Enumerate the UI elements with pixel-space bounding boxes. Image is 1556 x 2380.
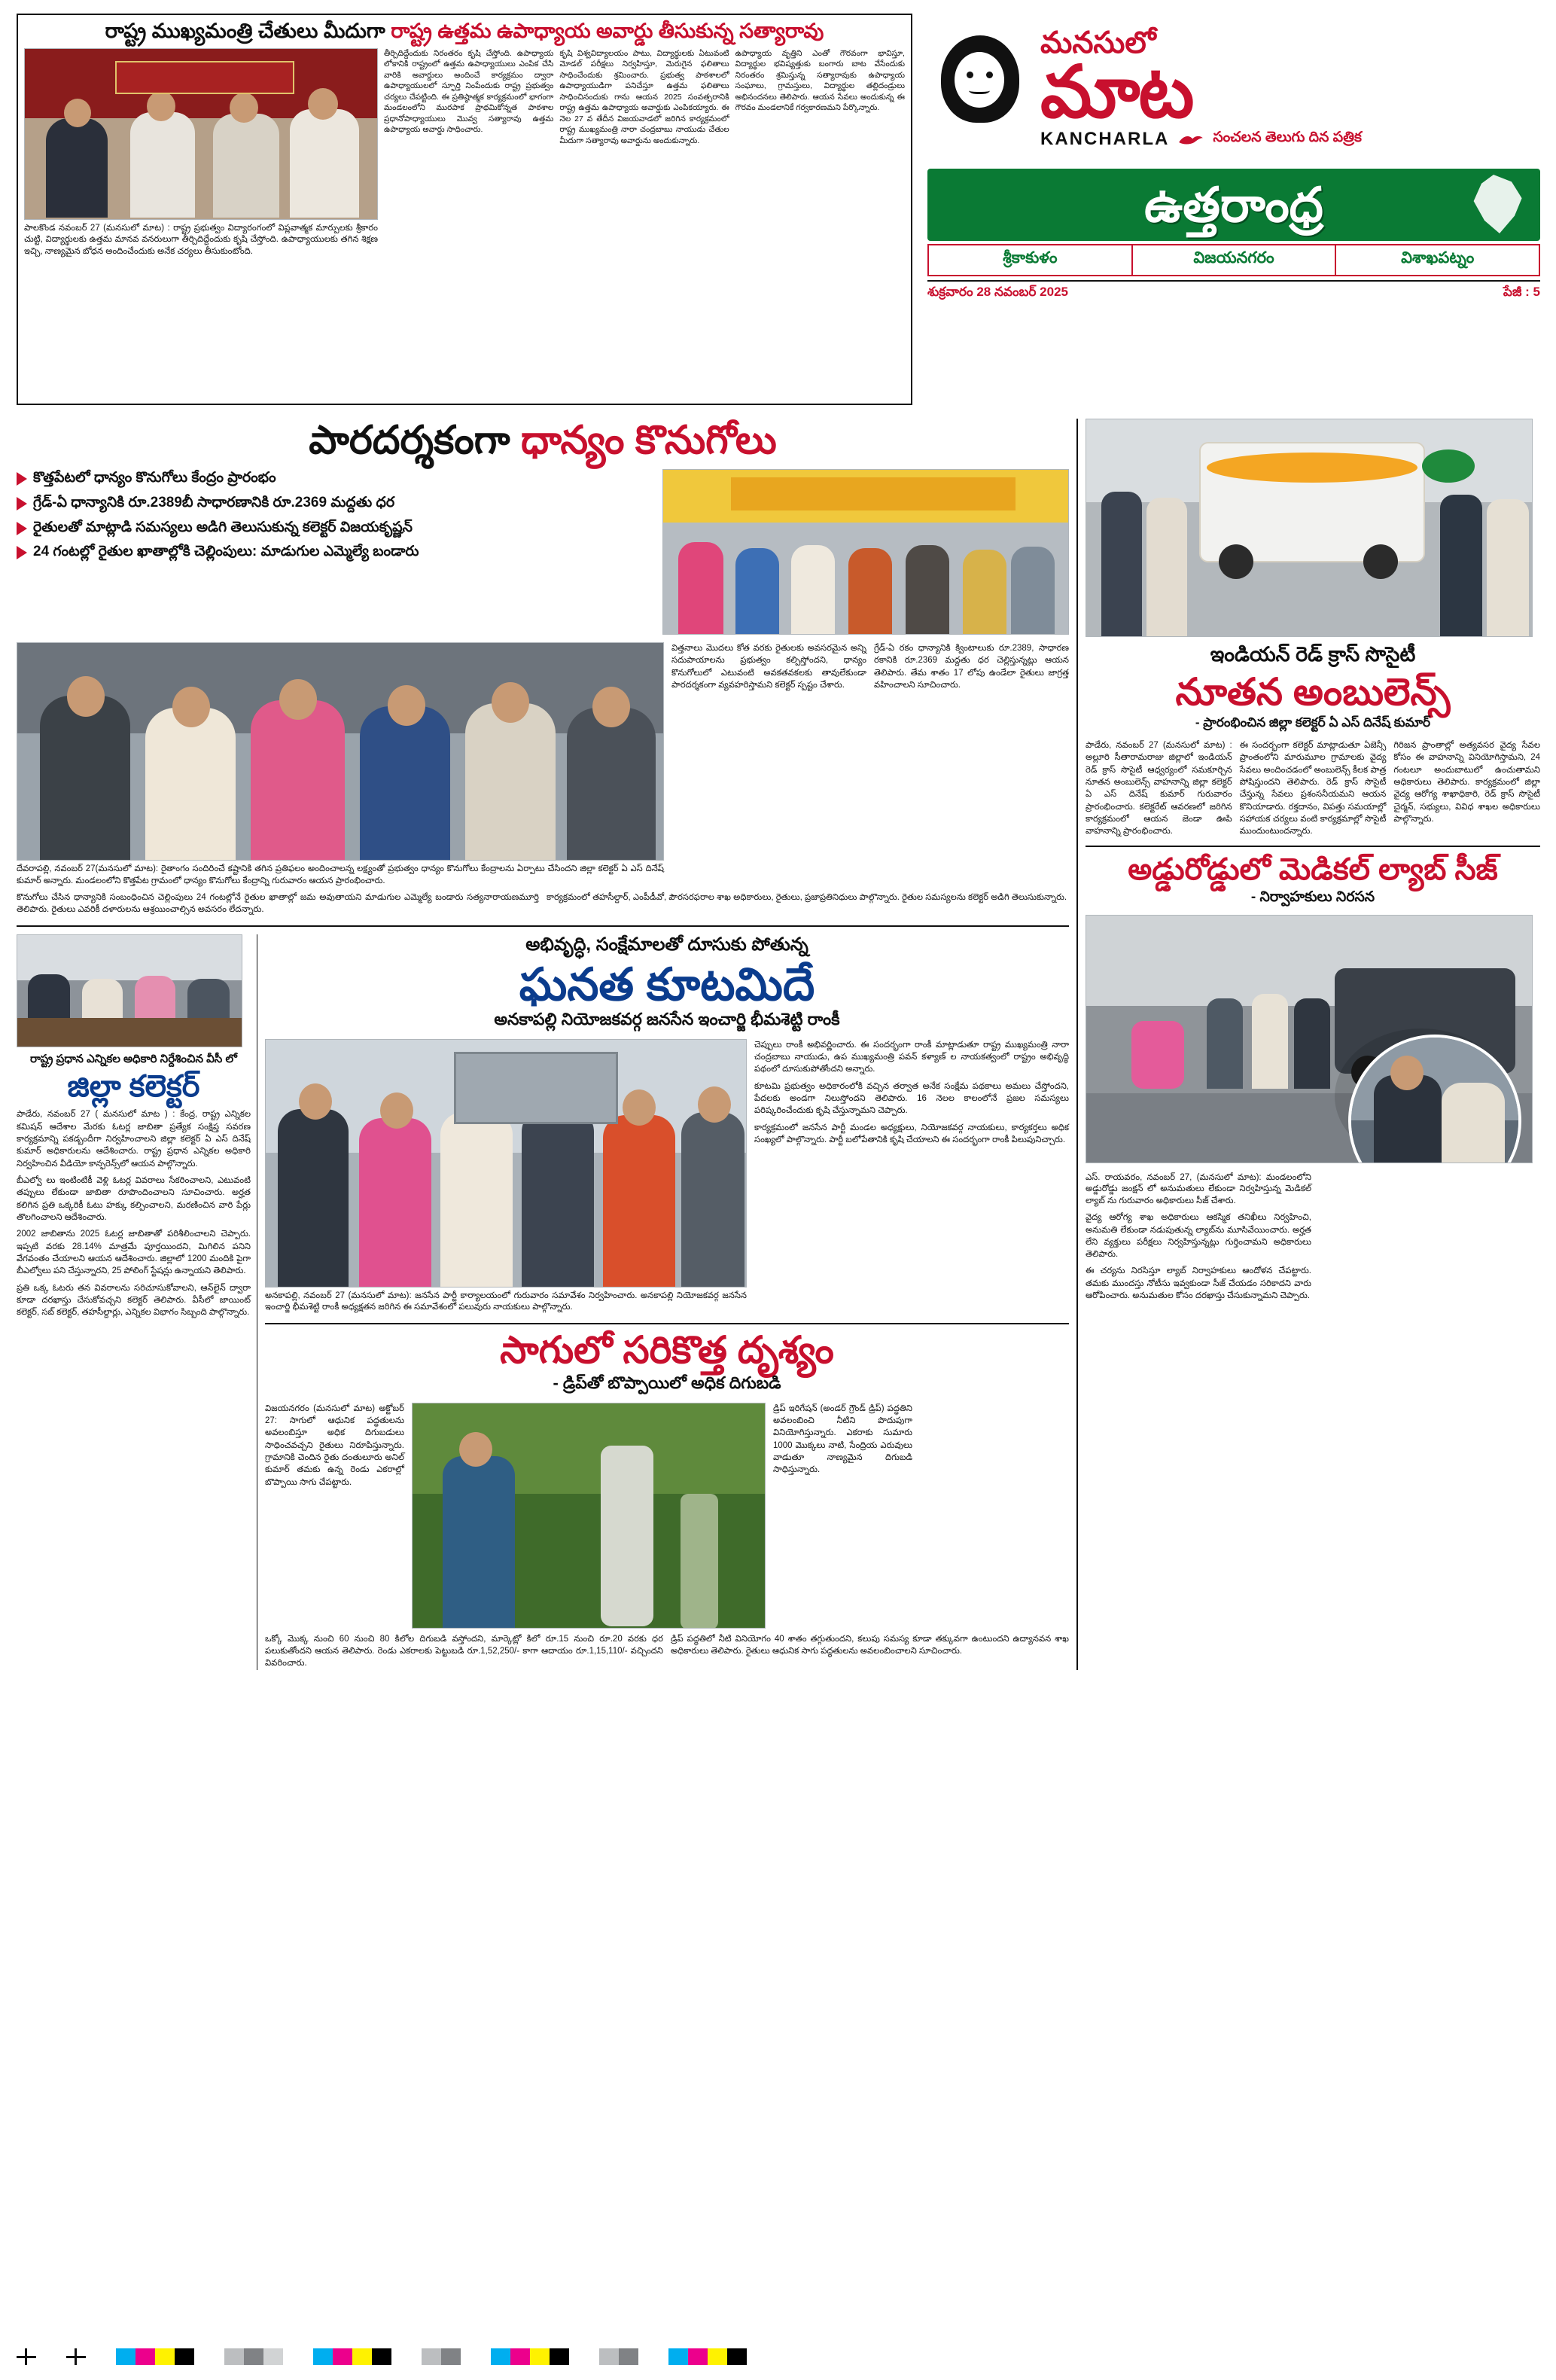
story-papaya-col-1: విజయనగరం (మనసులో మాట) అక్టోబర్ 27: సాగులో ఆధునిక పద్ధతులను అవలంబిస్తూ అధిక దిగుబడులు సాధించవచ్చని రైతులు నిరూపిస్తున్నారు. గ్రామానికి చెందిన రైతు దంతులూరు అనిల్ కుమార్ తమకు ఉన్న రెండు ఎకరాల్లో బొప్పాయి సాగు చేపట్టారు. [265,1403,404,1487]
edition-banner [927,169,1540,241]
story-papaya-col-3: ఒక్కో మొక్క నుంచి 60 నుంచి 80 కిలోల దిగుబడి వస్తోందని, మార్కెట్లో కిలో రూ.15 నుంచి రూ.20 వరకు ధర పలుకుతోందని ఆయన తెలిపారు. రెండు ఎకరాలకు పెట్టుబడి రూ.1,52,250/- కాగా ఆదాయం రూ.1,15,110/- వచ్చిందని వివరించారు. [265,1634,663,1668]
story-koota [265,934,1069,1670]
photo-scene [25,49,377,219]
story-collector-col-4: ప్రతి ఒక్క ఓటరు తన వివరాలను సరిచూసుకోవాలని, ఆన్‌లైన్ ద్వారా కూడా దరఖాస్తు చేసుకోవచ్చని కలెక్టర్ తెలిపారు. వీసీలో జాయింట్ కలెక్టర్, సబ్ కలెక్టర్, తహసీల్దార్లు, ఎన్నికల విభాగం సిబ్బంది పాల్గొన్నారు. [17,1283,251,1318]
story-collector-col-2: బీఎల్వో లు ఇంటింటికీ వెళ్లి ఓటర్ల వివరాలు సేకరించాలని, ఎటువంటి తప్పులు లేకుండా జాబితా రూపొందించాలని సూచించారు. అర్హత కలిగిన ప్రతి ఒక్కరికీ ఓటు హక్కు కల్పించాలని, మరణించిన వారి పేర్లు తొలగించాలని ఆదేశించారు. [17,1175,251,1222]
bullet-text: రైతులతో మాట్లాడి సమస్యలు అడిగి తెలుసుకున్న కలెక్టర్ విజయకృష్ణన్ [33,519,413,535]
story-koota-col-2: కూటమి ప్రభుత్వం అధికారంలోకి వచ్చిన తర్వాత అనేక సంక్షేమ పథకాలు అమలు చేస్తోందని, పేదలకు అండగా నిలుస్తోందని తెలిపారు. 16 నెలల కాలంలోనే ప్రజల సమస్యలు పరిష్కరించేందుకు కృషి చేస్తున్నామని చెప్పారు. [754,1081,1069,1116]
bullet-item [17,494,655,512]
story-papaya-col-4: డ్రిప్ పద్ధతిలో నీటి వినియోగం 40 శాతం తగ్గుతుందని, కలుపు సమస్య కూడా తక్కువగా ఉంటుందని ఉద్యానవన శాఖ అధికారులు తెలిపారు. రైతులు ఆధునిక సాగు పద్ధతులను అవలంబించాలని సూచించారు. [671,1634,1069,1656]
bullet-item [17,469,655,487]
top-story-headline-part2: రాష్ట్ర ఉత్తమ ఉపాధ్యాయ అవార్డు తీసుకున్న సత్యారావు [391,20,824,42]
story-koota-block [17,925,1069,1670]
story-ambulance-title: నూతన అంబులెన్స్ [1175,671,1451,713]
story-papaya [265,1323,1069,1670]
bullet-text: కొత్తపేటలో ధాన్యం కొనుగోలు కేంద్రం ప్రారంభం [33,470,276,486]
story-collector-title: జిల్లా కలెక్టర్ [67,1070,200,1104]
color-swatch-group [422,2348,461,2365]
ambulance-flagoff-photo [1086,419,1533,637]
story-collector-col-1: పాడేరు, నవంబర్ 27 ( మనసులో మాట ) : కేంద్ర, రాష్ట్ర ఎన్నికల కమిషన్ ఆదేశాల మేరకు ఓటర్ల జాబితా ప్రత్యేక సంక్షిప్త సవరణ కార్యక్రమాన్ని పకడ్బందీగా నిర్వహించాలని జిల్లా కలెక్టర్ ఏ ఎస్ దినేష్ కుమార్ అధికారులను ఆదేశించారు. రాష్ట్ర ప్రధాన ఎన్నికల అధికారి నిర్వహించిన వీడియో కాన్ఫరెన్స్‌లో ఆయన పాల్గొన్నారు. [17,1110,251,1169]
top-lead-story [17,14,912,405]
story-papaya-title: సాగులో సరికొత్త దృశ్యం [500,1328,834,1371]
story-collector-col-3: 2002 జాబితాను 2025 ఓటర్ల జాబితాతో పరిశీలించాలని చెప్పారు. ఇప్పటి వరకు 28.14% మాత్రమే పూర్తయిందని, మిగిలిన పనిని వేగవంతం చేయాలని ఆయన ఆదేశించారు. జిల్లాలో 1200 మందికి పైగా బీఎల్వోలు పని చేస్తున్నారని, 25 పోలింగ్ స్టేషన్లు ఉన్నాయని తెలిపారు. [17,1230,251,1276]
bullet-triangle-icon [17,522,27,535]
color-swatch-group [313,2348,391,2365]
cm-award-photo [24,48,378,220]
top-story-col-2: కృషి విశ్వవిద్యాలయం పాటు, విద్యార్థులకు ఏటువంటి మోడల్ పరీక్షలు నిర్వహిస్తూ, మెరుగైన ఫలితాలు సాధించేందుకు శ్రమించారు. ప్రభుత్వ పాఠశాలలో ఉపాధ్యాయుడిగా పనిచేస్తూ ఉత్తమ ఫలితాలు సాధించినందుకు గాను ఆయన 2025 సంవత్సరానికి రాష్ట్ర ఉత్తమ ఉపాధ్యాయ అవార్డుకు ఎంపికయ్యారు. ఈ నెల 27 వ తేదీన విజయవాడలో జరిగిన కార్యక్రమంలో రాష్ట్ర ముఖ్యమంత్రి నారా చంద్రబాబు నాయుడు చేతుల మీదుగా సత్యారావు అవార్డును అందుకున్నారు. [559,48,729,145]
story-ambulance-col-2: ఈ సందర్భంగా కలెక్టర్ మాట్లాడుతూ ఏజెన్సీ ప్రాంతంలోని మారుమూల గ్రామాలకు వైద్య సేవలు అందించడంలో అంబులెన్స్ కీలక పాత్ర పోషిస్తుందని తెలిపారు. రెడ్ క్రాస్ సొసైటీ చేస్తున్న సేవలు ప్రశంసనీయమని ఆయన కొనియాడారు. రక్తదానం, విపత్తు సమయాల్లో సహాయక చర్యలు వంటి కార్యక్రమాల్లో సొసైటీ ముందుంటుందన్నారు. [1239,741,1387,837]
story-grain-purchase [17,420,1069,916]
bullet-text: 24 గంటల్లో రైతుల ఖాతాల్లోకి చెల్లింపులు: మాడుగుల ఎమ్మెల్యే బండారు [33,544,419,560]
registration-mark-icon [17,2348,36,2365]
bullet-triangle-icon [17,472,27,486]
masthead-mata: మాట [1040,52,1193,133]
story-grain-col-4: కార్యక్రమంలో తహసీల్దార్, ఎంపీడీవో, పౌరసరఫరాల శాఖ అధికారులు, రైతులు, ప్రజాప్రతినిధులు పాల్గొన్నారు. రైతుల సమస్యలను కలెక్టర్ అడిగి తెలుసుకున్నారు. [547,893,1067,903]
story-grain-caption: దేవరాపల్లి, నవంబర్ 27(మనసులో మాట): రైతాంగం సందిరించే కష్టానికి తగిన ప్రతిఫలం అందించాలన్న లక్ష్యంతో ప్రభుత్వం ధాన్యం కొనుగోలు కేంద్రాలను ఏర్పాటు చేసిందని జిల్లా కలెక్టర్ ఏ ఎస్ దినేష్ కుమార్ అన్నారు. మండలంలోని కొత్తపేట గ్రామంలో ధాన్యం కొనుగోలు కేంద్రాన్ని గురువారం ఆయన ప్రారంభించారు. [17,864,664,885]
district-vizianagaram: విజయనగరం [1133,245,1337,275]
story-medical-col-2: ఈ చర్యను నిరసిస్తూ ల్యాబ్ నిర్వాహకులు ఆందోళన చేపట్టారు. తమకు ముందస్తు నోటీసు ఇవ్వకుండా సీజ్ చేయడం సరికాదని వారు ఆరోపించారు. అనుమతుల కోసం దరఖాస్తు చేసుకున్నామని చెప్పారు. [1086,1266,1311,1301]
registration-mark-icon [66,2348,86,2365]
story-grain-col-2: గ్రేడ్-ఏ రకం ధాన్యానికి క్వింటాలుకు రూ.2389, సాధారణ రకానికి రూ.2369 మద్దతు ధర చెల్లిస్తున్నట్లు ఆయన తెలిపారు. తేమ శాతం 17 లోపు ఉండేలా రైతులు జాగ్రత్త వహించాలని సూచించారు. [874,644,1069,690]
bullet-triangle-icon [17,546,27,559]
story-ambulance-col-1: పాడేరు, నవంబర్ 27 (మనసులో మాట) : అల్లూరి సీతారామరాజు జిల్లాలో ఇండియన్ రెడ్ క్రాస్ సొసైటీ ఆధ్వర్యంలో సమకూర్చిన నూతన అంబులెన్స్ వాహనాన్ని జిల్లా కలెక్టర్ ఏ ఎస్ దినేష్ కుమార్ గురువారం ప్రారంభించారు. కలెక్టరేట్ ఆవరణలో జరిగిన కార్యక్రమంలో ఆయన జెండా ఊపి వాహనాన్ని ప్రారంభించారు. [1086,741,1232,837]
story-medical-lab [1086,846,1540,1358]
date-row [927,280,1540,303]
janasena-meeting-photo [265,1039,747,1288]
top-story-headline-part1: రాష్ట్ర ముఖ్యమంత్రి చేతులు మీదుగా [105,20,385,42]
papaya-farm-photo [412,1403,766,1629]
color-swatch-group [224,2348,283,2365]
bird-icon [1178,132,1204,147]
story-koota-caption: అనకాపల్లి, నవంబర్ 27 (మనసులో మాట): జనసేన పార్టీ కార్యాలయంలో గురువారం సమావేశం నిర్వహించారు. అనకాపల్లి నియోజకవర్గ జనసేన ఇంచార్జి భీమశెట్టి రాంకీ అధ్యక్షతన జరిగిన ఈ సమావేశంలో పలువురు నాయకులు పాల్గొన్నారు. [265,1291,747,1312]
masthead-tagline: సంచలన తెలుగు దిన పత్రిక [1213,129,1362,145]
story-grain-col-3: కొనుగోలు చేసిన ధాన్యానికి సంబంధించిన చెల్లింపులు 24 గంటల్లోనే రైతుల ఖాతాల్లో జమ అవుతాయని మాడుగుల ఎమ్మెల్యే బండారు సత్యనారాయణమూర్తి తెలిపారు. రైతులు ఎవరికీ దళారులను ఆశ్రయించాల్సిన అవసరం లేదన్నారు. [17,893,539,915]
collector-meeting-photo [17,934,242,1047]
masthead-manasulo: మనసులో [1040,26,1156,60]
right-column-group [1078,419,1540,1670]
bullet-item [17,543,655,561]
main-content [17,419,1540,1670]
page-number: పేజీ : 5 [1503,285,1540,299]
story-papaya-col-2: డ్రిప్ ఇరిగేషన్ (అండర్ గ్రౌండ్ డ్రిప్) పద్ధతిని అవలంబించి నీటిని పొదుపుగా వినియోగిస్తున్నారు. ఎకరాకు సుమారు 1000 మొక్కలు నాటి, సేంద్రియ ఎరువులు వాడుతూ నాణ్యమైన దిగుబడి సాధిస్తున్నారు. [773,1403,912,1475]
story-grain-title-part1: పారదర్శకంగా [309,419,510,462]
story-medical-caption: ఎస్. రాయవరం, నవంబర్ 27, (మనసులో మాట): మండలంలోని అడ్డురోడ్డు జంక్షన్ లో అనుమతులు లేకుండా నిర్వహిస్తున్న మెడికల్ ల్యాబ్ ను గురువారం అధికారులు సీజ్ చేశారు. [1086,1172,1311,1205]
story-ambulance-subtitle: - ప్రారంభించిన జిల్లా కలెక్టర్ ఏ ఎస్ దినేష్ కుమార్ [1195,715,1431,730]
story-papaya-subtitle: - డ్రిప్‌తో బొప్పాయిలో అధిక దిగుబడి [553,1373,781,1392]
story-collector-kicker: రాష్ట్ర ప్రధాన ఎన్నికల అధికారి నిర్దేశించిన వీసీ లో [30,1052,237,1065]
story-grain-col-1: విత్తనాలు మొదలు కోత వరకు రైతులకు అవసరమైన అన్ని సదుపాయాలను ప్రభుత్వం కల్పిస్తోందని, ధాన్యం కొనుగోలులో ఎటువంటి అవకతవకలకు తావులేకుండా పారదర్శకంగా వ్యవహరిస్తామని కలెక్టర్ స్పష్టం చేశారు. [671,644,866,690]
publication-date: శుక్రవారం 28 నవంబర్ 2025 [927,285,1068,299]
bullet-item [17,519,655,537]
story-medical-col-1: వైద్య ఆరోగ్య శాఖ అధికారులు ఆకస్మిక తనిఖీలు నిర్వహించి, అనుమతి లేకుండా నడుపుతున్న ల్యాబ్‌ను మూసివేయించారు. అర్హత లేని వ్యక్తులు పరీక్షలు నిర్వహిస్తున్నట్లు గుర్తించామని అధికారులు తెలిపారు. [1086,1213,1311,1260]
left-column-group [17,419,1078,1670]
story-grain-title [17,420,1069,462]
color-swatch-group [668,2348,747,2365]
story-grain-title-part2: ధాన్యం కొనుగోలు [521,419,777,462]
print-registration-bar [17,2347,1540,2366]
lab-inspection-inset-photo [1348,1035,1521,1163]
story-koota-title: ఘనత కూటమిదే [519,958,815,1010]
story-koota-col-3: కార్యక్రమంలో జనసేన పార్టీ మండల అధ్యక్షులు, నియోజకవర్గ నాయకులు, కార్యకర్తలు అధిక సంఖ్యలో పాల్గొన్నారు. పార్టీ బలోపేతానికి కృషి చేయాలని ఈ సందర్భంగా రాంకీ పిలుపునిచ్చారు. [754,1123,1069,1145]
top-story-col-1: తీర్చిదిద్దేందుకు నిరంతరం కృషి చేస్తోంది. ఉపాధ్యాయ లోకానికి రాష్ట్రంలో ఉత్తమ ఉపాధ్యాయులు ఎంపిక చేసి వారికి అవార్డులు అందించే కార్యక్రమం ద్వారా ఉపాధ్యాయులలో స్ఫూర్తి నింపేందుకు రాష్ట్ర ప్రభుత్వం చర్యలు చేపట్టింది. ఈ ప్రతిష్ఠాత్మక కార్యక్రమంలో భాగంగా మండలంలోని మురపాక ప్రాథమికోన్నత పాఠశాల ప్రధానోపాధ్యాయులు మొవ్వ సత్యారావు ఉత్తమ ఉపాధ్యాయ అవార్డు సాధించారు. [384,48,554,135]
story-collector [17,934,257,1670]
street-protest-photo [1086,915,1533,1163]
story-koota-col-1: చెప్పులు రాంకీ అభివర్ణించారు. ఈ సందర్భంగా రాంకీ మాట్లాడుతూ రాష్ట్ర ముఖ్యమంత్రి నారా చంద్రబాబు నాయుడు, ఉప ముఖ్యమంత్రి పవన్ కళ్యాణ్ ల నాయకత్వంలో రాష్ట్రం అభివృద్ధి పథంలో దూసుకుపోతోందని అన్నారు. [754,1040,1069,1074]
story-medical-subtitle: - నిర్వాహకులు నిరసన [1250,888,1375,905]
story-koota-subtitle: అనకాపల్లి నియోజకవర్గ జనసేన ఇంచార్జి భీమశెట్టి రాంకీ [494,1009,840,1028]
story-grain-bullets [17,469,655,635]
story-ambulance [1086,419,1540,838]
district-row [927,244,1540,276]
grain-purchase-centre-photo [17,642,664,861]
district-srikakulam: శ్రీకాకుళం [929,245,1133,275]
top-band [17,14,1540,405]
top-story-caption: పాలకొండ నవంబర్ 27 (మనసులో మాట) : రాష్ట్ర ప్రభుత్వం విద్యారంగంలో విప్లవాత్మక మార్పులకు శ్రీకారం చుట్టి, విద్యార్థులకు ఉత్తమ మానవ వనరులుగా తీర్చిదిద్దేందుకు కృషి చేస్తోంది. ఉపాధ్యాయులకు తగిన శిక్షణ ఇచ్చి, నాణ్యమైన బోధన అందించేందుకు అనేక చర్యలు తీసుకుంటోంది. [24,223,378,256]
top-story-col-3: ఉపాధ్యాయ వృత్తిని ఎంతో గౌరవంగా భావిస్తూ, విద్యార్థుల భవిష్యత్తుకు బంగారు బాట వేసేందుకు నిరంతరం శ్రమిస్తున్న సత్యారావుకు ఉపాధ్యాయ సంఘాలు, గ్రామస్తులు, విద్యార్థుల తల్లిదండ్రులు అభినందనలు తెలిపారు. ఆయన సేవలు అందుకున్న ఈ గౌరవం మండలానికే గర్వకారణమని పేర్కొన్నారు. [735,48,905,113]
grain-meeting-photo [662,469,1069,635]
color-swatch-group [116,2348,194,2365]
story-koota-kicker: అభివృద్ధి, సంక్షేమాలతో దూసుకు పోతున్న [525,934,808,955]
story-medical-title: అడ్డురోడ్డులో మెడికల్ ల్యాబ్ సీజ్ [1128,852,1498,886]
story-ambulance-col-3: గిరిజన ప్రాంతాల్లో అత్యవసర వైద్య సేవల కోసం ఈ వాహనాన్ని వినియోగిస్తామని, 24 గంటలూ అందుబాటులో ఉంచుతామని అధికారులు తెలిపారు. కార్యక్రమంలో జిల్లా వైద్య ఆరోగ్య శాఖాధికారి, రెడ్ క్రాస్ సొసైటీ చైర్మన్, సభ్యులు, వివిధ శాఖల అధికారులు పాల్గొన్నారు. [1393,741,1541,824]
state-map-icon [1466,175,1527,233]
bullet-triangle-icon [17,497,27,510]
masthead-kancharla: KANCHARLA [1040,128,1170,149]
masthead [927,14,1540,405]
color-swatch-group [599,2348,638,2365]
edition-name: ఉత్తరాంధ్ర [1144,178,1323,232]
district-visakhapatnam: విశాఖపట్నం [1401,249,1475,267]
bullet-text: గ్రేడ్-ఏ ధాన్యానికి రూ.2389బీ సాధారణానికి రూ.2369 మద్దతు ధర [33,494,395,510]
story-ambulance-kicker: ఇండియన్ రెడ్ క్రాస్ సొసైటీ [1210,643,1416,666]
color-swatch-group [491,2348,569,2365]
logo-face-icon [927,32,1033,145]
top-story-headline [24,20,905,44]
